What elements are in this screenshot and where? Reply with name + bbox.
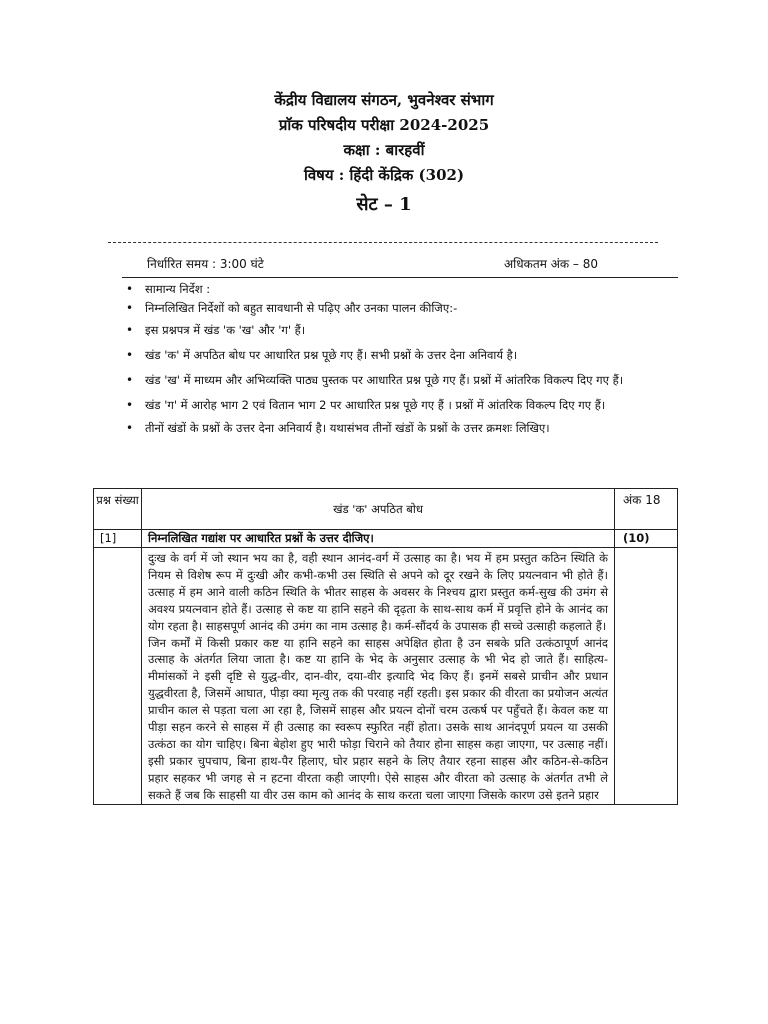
question-table <box>93 488 678 805</box>
exam-header <box>0 88 768 218</box>
general-instructions <box>118 280 678 441</box>
question-text: निम्नलिखित गद्यांश पर आधारित प्रश्नों के उत्तर दीजिए। <box>142 530 615 548</box>
empty-cell <box>94 548 142 805</box>
question-number: [1] <box>94 530 142 548</box>
passage <box>142 548 615 805</box>
instruction-item: • सामान्य निर्देश : <box>118 280 678 299</box>
section-marks: अंक 18 <box>615 489 678 530</box>
question-marks: (10) <box>615 530 678 548</box>
instruction-item: • खंड 'क' में अपठित बोध पर आधारित प्रश्न पूछे गए हैं। सभी प्रश्नों के उत्तर देना अनिवार्य है। <box>118 346 678 365</box>
instruction-item: • निम्नलिखित निर्देशों को बहुत सावधानी से पढ़िए और उनका पालन कीजिए:- <box>118 299 678 318</box>
subject-line: विषय : हिंदी केंद्रिक (302) <box>303 166 465 184</box>
organization-title: केंद्रीय विद्यालय संगठन, भुवनेश्वर संभाग <box>274 91 494 109</box>
max-marks: अधिकतम अंक – 80 <box>504 257 598 271</box>
instruction-item: • तीनों खंडों के प्रश्नों के उत्तर देना अनिवार्य है। यथासंभव तीनों खंडों के प्रश्नों के उत्तर क्रमशः लिखिए। <box>118 419 678 438</box>
class-line: कक्षा : बारहवीं <box>343 141 425 159</box>
dashed-divider <box>108 242 658 243</box>
empty-cell <box>615 548 678 805</box>
instruction-item: • खंड 'ख' में माध्यम और अभिव्यक्ति पाठ्य पुस्तक पर आधारित प्रश्न पूछे गए हैं। प्रश्नों में आंतरिक विकल्प दिए गए हैं। <box>118 371 678 390</box>
meta-divider <box>122 277 678 278</box>
exam-title: प्राॅक परिषदीय परीक्षा 2024-2025 <box>278 116 490 134</box>
section-title: खंड 'क' अपठित बोध <box>142 489 615 530</box>
time-allowed: निर्धारित समय : 3:00 घंटे <box>147 257 264 271</box>
passage-paragraph: दुःख के वर्ग में जो स्थान भय का है, वही स्थान आनंद-वर्ग में उत्साह का है। भय में हम प्रस्तुत कठिन स्थिति के नियम से विशेष रूप में दुःखी और कभी-कभी उस स्थिति से अपने को दूर रखने के लिए प्रयत्नवान भी होते हैं। उत्साह में हम आने वाली कठिन स्थिति के भीतर साहस के अवसर के निश्चय द्वारा प्रस्तुत कर्म-सुख की उमंग से अवश्य प्रयत्नवान होते हैं। उत्साह से कष्ट या हानि सहने की दृढ़ता के साथ-साथ कर्म में प्रवृत्ति होने के आनंद का योग रहता है। साहसपूर्ण आनंद की उमंग का नाम उत्साह है। कर्म-सौंदर्य के उपासक ही सच्चे उत्साही कहलाते हैं। <box>148 551 608 633</box>
exam-meta <box>147 256 677 272</box>
passage-paragraph: जिन कर्मों में किसी प्रकार कष्ट या हानि सहने का साहस अपेक्षित होता है उन सबके प्रति उत्कंठापूर्ण आनंद उत्साह के अंतर्गत लिया जाता है। कष्ट या हानि के भेद के अनुसार उत्साह के भी भेद हो जाते हैं। साहित्य-मीमांसकों ने इसी दृष्टि से युद्ध-वीर, दान-वीर, दया-वीर इत्यादि भेद किए हैं। इनमें सबसे प्राचीन और प्रधान युद्धवीरता है, जिसमें आघात, पीड़ा क्या मृत्यु तक की परवाह नहीं रहती। इस प्रकार की वीरता का प्रयोजन अत्यंत प्राचीन काल से पड़ता चला आ रहा है, जिसमें साहस और प्रयत्न दोनों चरम उत्कर्ष पर पहुँचते हैं। केवल कष्ट या पीड़ा सहन करने से साहस में ही उत्साह का स्वरूप स्फुरित नहीं होता। उसके साथ आनंदपूर्ण प्रयत्न या उसकी उत्कंठा का योग चाहिए। बिना बेहोश हुए भारी फोड़ा चिराने को तैयार होना साहस कहा जाएगा, पर उत्साह नहीं। इसी प्रकार चुपचाप, बिना हाथ-पैर हिलाए, घोर प्रहार सहने के लिए तैयार रहना साहस और कठिन-से-कठिन प्रहार सहकर भी जगह से न हटना वीरता कही जाएगी। ऐसे साहस और वीरता को उत्साह के अंतर्गत तभी ले सकते हैं जब कि साहसी या वीर उस काम को आनंद के साथ करता चला जाएगा जिसके कारण उसे इतने प्रहार <box>148 635 608 802</box>
instruction-item: • खंड 'ग' में आरोह भाग 2 एवं वितान भाग 2 पर आधारित प्रश्न पूछे गए हैं । प्रश्नों में आंतरिक विकल्प दिए गए हैं। <box>118 396 678 415</box>
question-number-header: प्रश्न संख्या <box>94 489 142 530</box>
question-row <box>94 530 678 548</box>
set-number: सेट – 1 <box>356 194 412 215</box>
instruction-item: • इस प्रश्नपत्र में खंड 'क 'ख' और 'ग' हैं। <box>118 321 678 340</box>
